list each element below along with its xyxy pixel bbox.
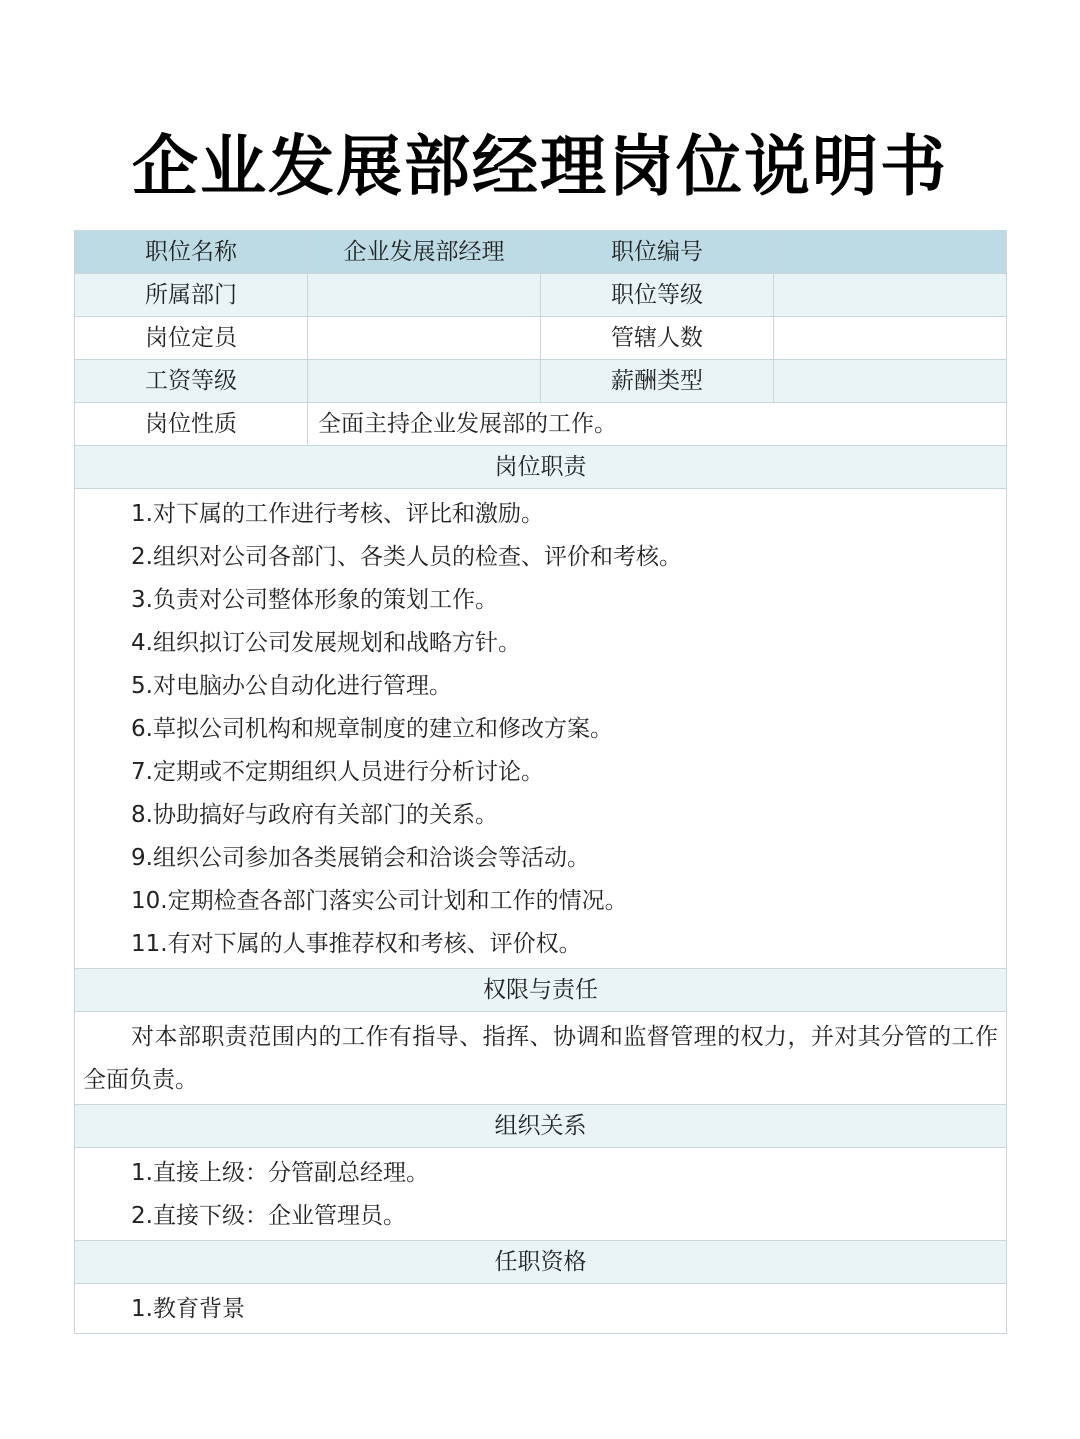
duties-list — [75, 489, 1007, 969]
value-pay-type — [774, 360, 1007, 403]
qualification-item: 1.教育背景 — [131, 1296, 245, 1322]
organization-block — [75, 1148, 1007, 1241]
duty-item: 2.组织对公司各部门、各类人员的检查、评价和考核。 — [131, 544, 682, 570]
authority-cell — [75, 1012, 1007, 1105]
table-row — [75, 403, 1007, 446]
value-position-nature: 全面主持企业发展部的工作。 — [308, 403, 1007, 446]
value-position-code — [774, 231, 1007, 274]
duty-item: 9.组织公司参加各类展销会和洽谈会等活动。 — [131, 845, 590, 871]
value-headcount — [308, 317, 541, 360]
section-header-row — [75, 446, 1007, 489]
duty-item: 6.草拟公司机构和规章制度的建立和修改方案。 — [131, 716, 613, 742]
qualifications-list — [75, 1284, 1007, 1334]
label-headcount: 岗位定员 — [75, 317, 308, 360]
authority-heading: 权限与责任 — [75, 969, 1007, 1012]
value-department — [308, 274, 541, 317]
page-title: 企业发展部经理岗位说明书 — [132, 127, 948, 205]
table-row — [75, 274, 1007, 317]
label-pay-type: 薪酬类型 — [541, 360, 774, 403]
organization-item: 2.直接下级：企业管理员。 — [131, 1203, 406, 1229]
duty-item: 4.组织拟订公司发展规划和战略方针。 — [131, 630, 521, 656]
section-header-row — [75, 1105, 1007, 1148]
label-position-code: 职位编号 — [541, 231, 774, 274]
duty-item: 8.协助搞好与政府有关部门的关系。 — [131, 802, 498, 828]
duties-heading: 岗位职责 — [75, 446, 1007, 489]
qualifications-block — [75, 1284, 1007, 1334]
table-row — [75, 231, 1007, 274]
authority-text: 对本部职责范围内的工作有指导、指挥、协调和监督管理的权力，并对其分管的工作全面负责。 — [83, 1024, 998, 1093]
label-salary-grade: 工资等级 — [75, 360, 308, 403]
label-position-nature: 岗位性质 — [75, 403, 308, 446]
label-position-level: 职位等级 — [541, 274, 774, 317]
section-header-row — [75, 969, 1007, 1012]
value-salary-grade — [308, 360, 541, 403]
section-header-row — [75, 1241, 1007, 1284]
duty-item: 7.定期或不定期组织人员进行分析讨论。 — [131, 759, 544, 785]
value-position-name: 企业发展部经理 — [308, 231, 541, 274]
label-position-name: 职位名称 — [75, 231, 308, 274]
organization-item: 1.直接上级：分管副总经理。 — [131, 1160, 429, 1186]
qualifications-heading: 任职资格 — [75, 1241, 1007, 1284]
label-department: 所属部门 — [75, 274, 308, 317]
table-row — [75, 317, 1007, 360]
authority-block — [75, 1012, 1007, 1105]
duty-item: 5.对电脑办公自动化进行管理。 — [131, 673, 452, 699]
duty-item: 11.有对下属的人事推荐权和考核、评价权。 — [131, 931, 582, 957]
organization-list — [75, 1148, 1007, 1241]
job-description-table — [74, 230, 1007, 1334]
duties-block — [75, 489, 1007, 969]
organization-heading: 组织关系 — [75, 1105, 1007, 1148]
duty-item: 3.负责对公司整体形象的策划工作。 — [131, 587, 498, 613]
label-subordinates: 管辖人数 — [541, 317, 774, 360]
value-subordinates — [774, 317, 1007, 360]
table-row — [75, 360, 1007, 403]
duty-item: 1.对下属的工作进行考核、评比和激励。 — [131, 501, 544, 527]
duty-item: 10.定期检查各部门落实公司计划和工作的情况。 — [131, 888, 628, 914]
value-position-level — [774, 274, 1007, 317]
